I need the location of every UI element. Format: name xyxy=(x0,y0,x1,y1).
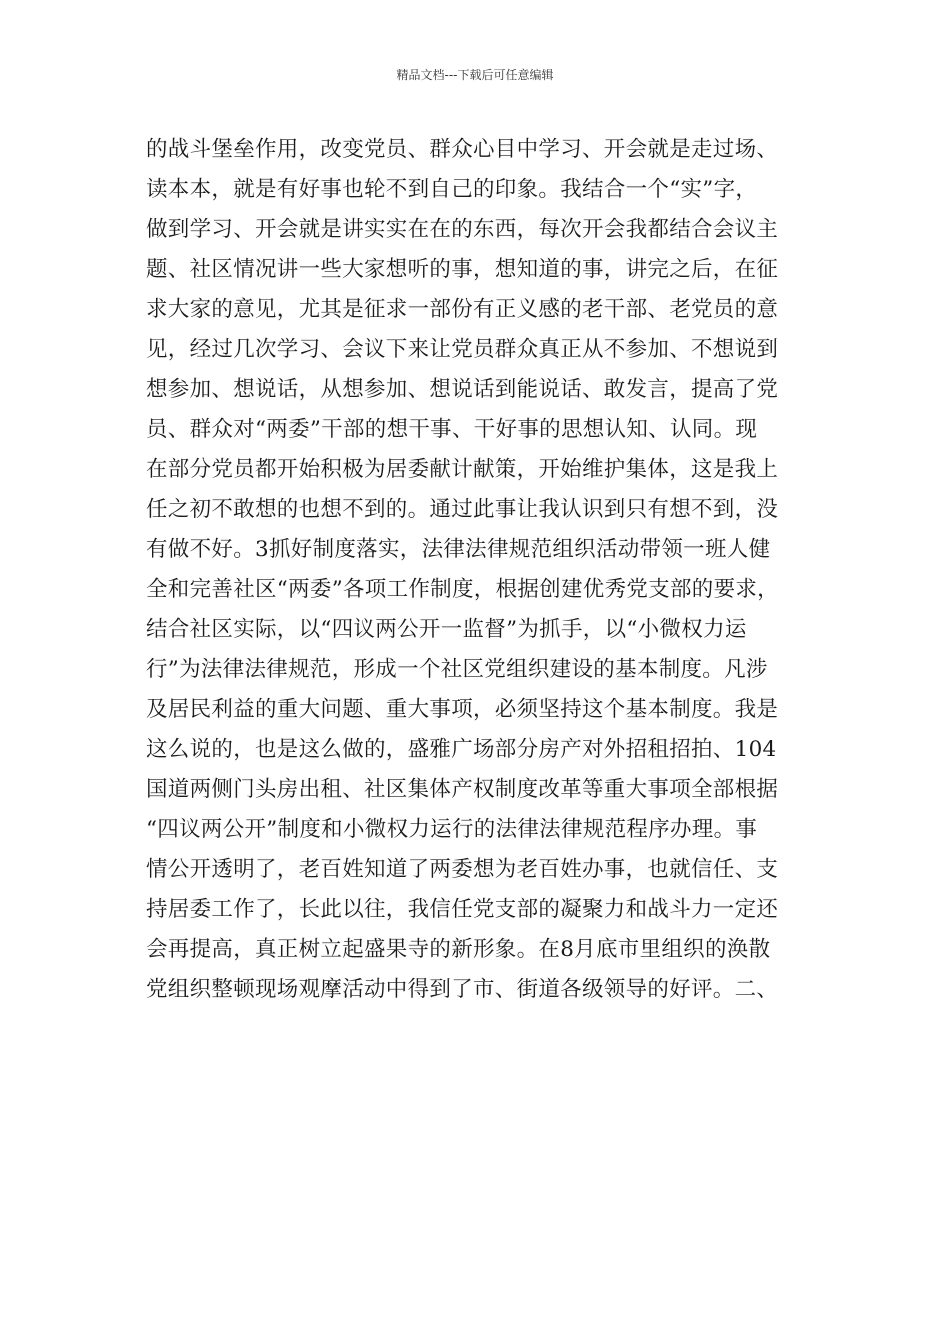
body-line: 求大家的意见，尤其是征求一部份有正义感的老干部、老党员的意 xyxy=(146,297,779,322)
body-line: 任之初不敢想的也想不到的。通过此事让我认识到只有想不到，没 xyxy=(146,497,779,522)
body-line: 结合社区实际，以“四议两公开一监督”为抓手，以“小微权力运 xyxy=(146,617,747,642)
body-line: 国道两侧门头房出租、社区集体产权制度改革等重大事项全部根据 xyxy=(146,777,779,802)
body-line: 有做不好。3抓好制度落实，法律法律规范组织活动带领一班人健 xyxy=(146,537,771,562)
body-line: 想参加、想说话，从想参加、想说话到能说话、敢发言，提高了党 xyxy=(146,377,779,402)
body-line: 情公开透明了，老百姓知道了两委想为老百姓办事，也就信任、支 xyxy=(146,857,779,882)
body-line: 行”为法律法律规范，形成一个社区党组织建设的基本制度。凡涉 xyxy=(146,657,768,682)
body-line: 全和完善社区“两委”各项工作制度，根据创建优秀党支部的要求， xyxy=(146,577,779,602)
body-line: 做到学习、开会就是讲实实在在的东西，每次开会我都结合会议主 xyxy=(146,217,779,242)
body-line: 的战斗堡垒作用，改变党员、群众心目中学习、开会就是走过场、 xyxy=(146,137,779,162)
body-line: 及居民利益的重大问题、重大事项，必须坚持这个基本制度。我是 xyxy=(146,697,779,722)
body-line: 会再提高，真正树立起盛果寺的新形象。在8月底市里组织的涣散 xyxy=(146,937,771,962)
body-line: 在部分党员都开始积极为居委献计献策，开始维护集体，这是我上 xyxy=(146,457,779,482)
body-line: 读本本，就是有好事也轮不到自己的印象。我结合一个“实”字， xyxy=(146,177,758,202)
body-line: 这么说的，也是这么做的，盛雅广场部分房产对外招租招拍、104 xyxy=(146,737,777,762)
body-line: “四议两公开”制度和小微权力运行的法律法律规范程序办理。事 xyxy=(146,817,758,842)
body-line: 见，经过几次学习、会议下来让党员群众真正从不参加、不想说到 xyxy=(146,337,779,362)
document-body xyxy=(146,130,826,1010)
body-line: 党组织整顿现场观摩活动中得到了市、街道各级领导的好评。二、 xyxy=(146,977,779,1002)
body-line: 持居委工作了，长此以往，我信任党支部的凝聚力和战斗力一定还 xyxy=(146,897,779,922)
body-line: 题、社区情况讲一些大家想听的事，想知道的事，讲完之后，在征 xyxy=(146,257,779,282)
body-line: 员、群众对“两委”干部的想干事、干好事的思想认知、认同。现 xyxy=(146,417,758,442)
page-header: 精品文档---下载后可任意编辑 xyxy=(396,68,554,82)
